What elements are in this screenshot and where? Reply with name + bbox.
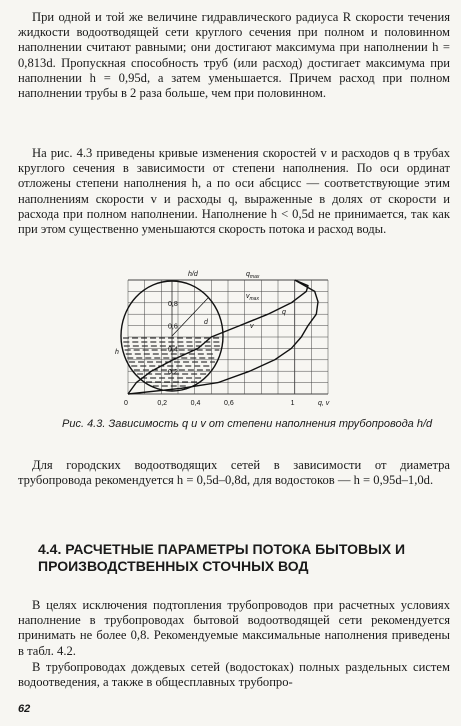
d-label: d (204, 319, 208, 326)
v-curve-label: v (250, 323, 254, 330)
paragraph-5: В трубопроводах дождевых сетей (водостоках) полных раздельных систем водоотведения, а также в общесплавных трубопро- (18, 660, 450, 690)
section-title: 4.4. РАСЧЕТНЫЕ ПАРАМЕТРЫ ПОТОКА БЫТОВЫХ И ПРОИЗВОДСТВЕННЫХ СТОЧНЫХ ВОД (38, 541, 406, 574)
paragraph-2: На рис. 4.3 приведены кривые изменения скоростей v и расходов q в трубах круглого сечения в зависимости от степени наполнения. По оси ординат отложены степени наполнения h, а по оси абсцисс — соответствующие этим наполнениям скорости v и расходы q, выраженные в долях от скорости и расхода при полном наполнении. Наполнение h < 0,5d не принимается, так как при этом существенно уменьшаются скорость потока и расход воды. (18, 146, 450, 237)
paragraph-1: При одной и той же величине гидравлического радиуса R скорости течения жидкости водоотводящей сети круглого сечения при полном и половинном наполнении считают равными; они достигают максимума при наполнении h = 0,813d. Пропускная способность труб (или расход) достигает максимума при наполнении h = 0,95d, а затем уменьшается. Причем расход при полном наполнении трубы в 2 раза больше, чем при половинном. (18, 10, 450, 101)
y-tick-label: 0,2 (168, 369, 178, 377)
x-tick-label: 0 (124, 400, 128, 407)
q-curve-label: q (282, 309, 286, 316)
x-tick-label: 1 (290, 400, 295, 407)
water-hatching (123, 338, 220, 386)
paragraph-3: Для городских водоотводящих сетей в зависимости от диаметра трубопровода рекомендуется h = 0,5d–0,8d, для водостоков — h = 0,95d–1,0d. (18, 458, 450, 488)
y-tick-label: 0,8 (168, 300, 178, 308)
x-tick-label: 0,4 (190, 400, 201, 407)
figure-4-3 (106, 266, 338, 414)
y-tick-label: 0,4 (168, 346, 178, 354)
y-tick-label: 0,6 (168, 323, 178, 331)
paragraph-4: В целях исключения подтопления трубопроводов при расчетных условиях наполнение в трубопроводах бытовой водоотводящей сети рекомендуется принимать не более 0,8. Рекомендуемые максимальные наполнения приведены в табл. 4.2. (18, 598, 450, 658)
x-tick-label: 0,2 (157, 400, 168, 407)
h-label: h (115, 349, 119, 356)
figure-caption: Рис. 4.3. Зависимость q и v от степени наполнения трубопровода h/d (62, 418, 433, 430)
x-tick-label: 0,6 (224, 400, 234, 407)
qmax-label: $q_{max}$ (246, 271, 260, 280)
page-number: 62 (18, 703, 31, 715)
hd-label: h/d (188, 271, 198, 278)
vmax-label: $v_{max}$ (246, 293, 259, 302)
x-axis-label: q, v (318, 400, 330, 407)
